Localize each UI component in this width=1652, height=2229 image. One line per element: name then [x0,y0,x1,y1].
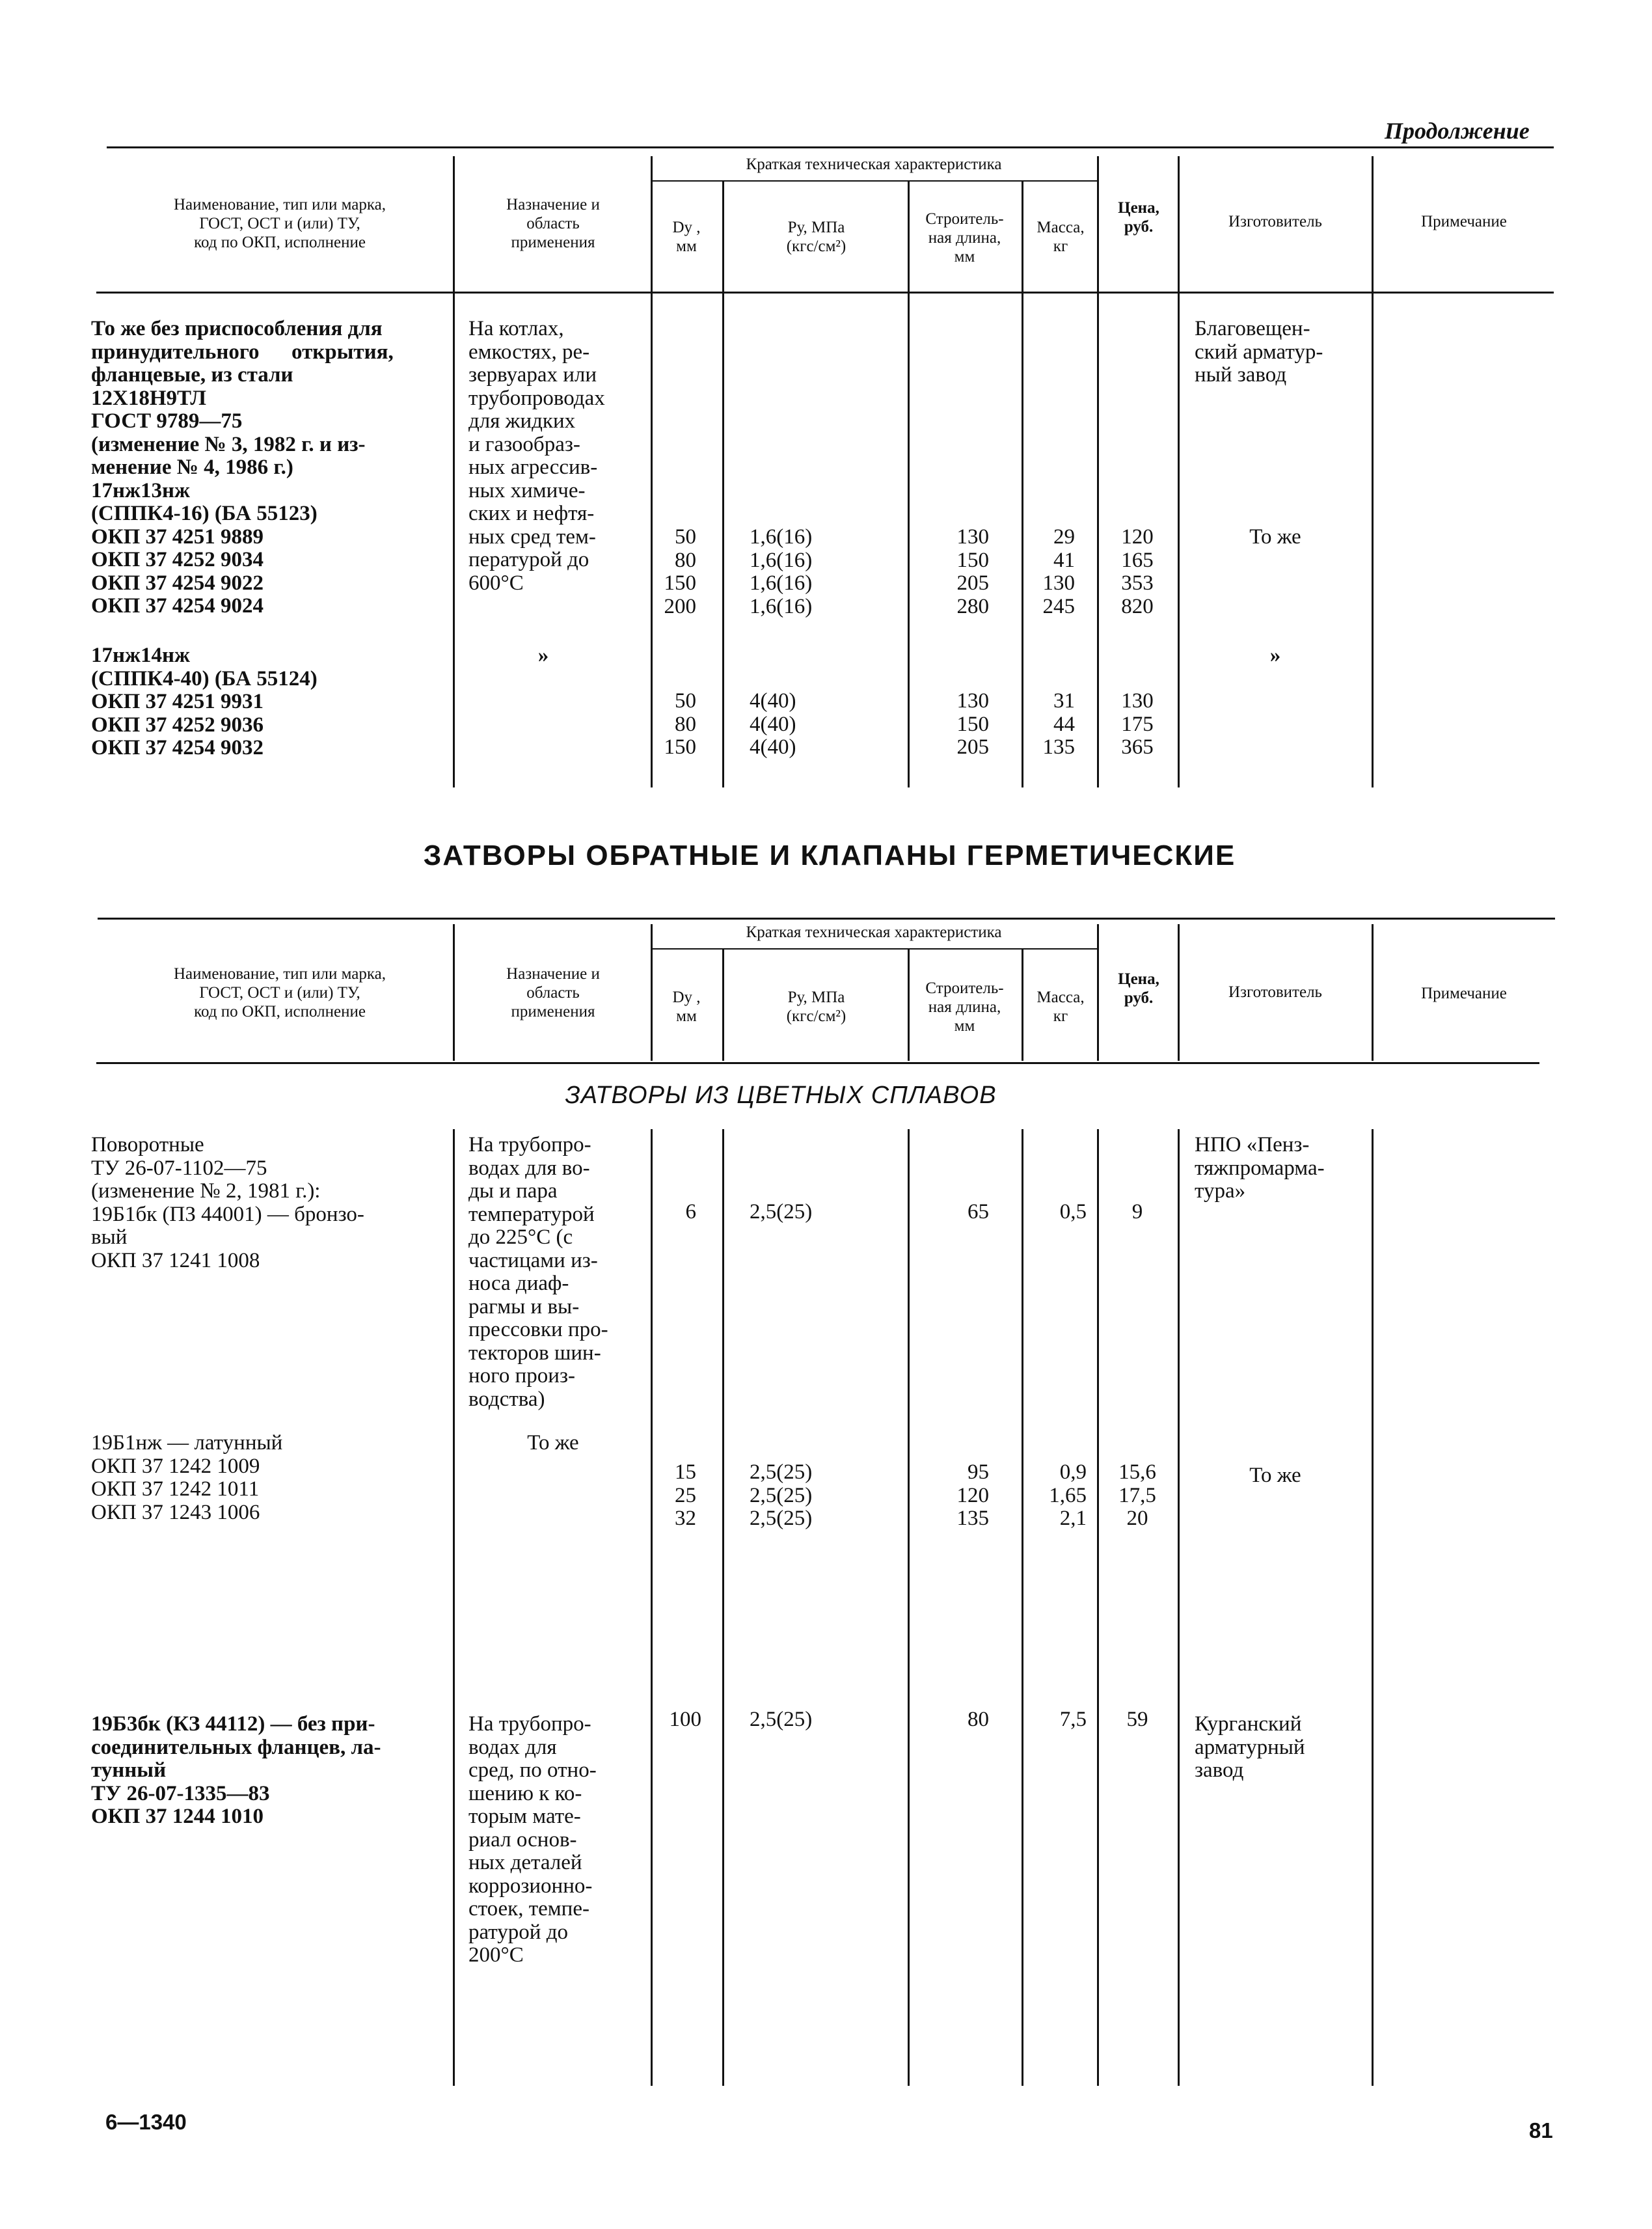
header2-py: Pу, МПа (кгс/см²) [786,989,846,1025]
header-note: Примечание [1421,213,1507,230]
block4-name: 19Б1нж — латунный ОКП 37 1242 1009 ОКП 37 1242 1011 ОКП 37 1243 1006 [91,1431,283,1524]
block4-purpose: То же [527,1431,579,1455]
block2-price: 130 175 365 [1121,689,1154,759]
block3-price: 9 [1131,1200,1143,1224]
header-maker: Изготовитель [1228,213,1322,230]
block1-mass: 29 41 130 245 [1042,525,1075,618]
block1-purpose: На котлах, емкостях, ре- зервуарах или трубопроводах для жидких и газообраз- ных агрессив- ных химиче- ских и нефтя- ных сред тем- пературой до 600°С [468,317,605,595]
block4-length: 95 120 135 [956,1460,989,1530]
block1-name: То же без приспособления для принудительного открытия, фланцевые, из стали 12Х18Н9ТЛ ГОСТ 9789—75 (изменение № 3, 1982 г. и из- менение № 4, 1986 г.) 17нж13нж (СППК4-16) (БА 55123) ОКП 37 4251 9889 ОКП 37 4252 9034 ОКП 37 4254 9022 ОКП 37 4254 9024 [91,317,394,618]
header2-maker: Изготовитель [1228,983,1322,1001]
header-price: Цена, руб. [1118,199,1159,236]
block3-length: 65 [968,1200,989,1224]
block1-py: 1,6(16) 1,6(16) 1,6(16) 1,6(16) [750,525,813,618]
block5-price: 59 [1126,1708,1148,1731]
block4-price: 15,6 17,5 20 [1118,1460,1156,1530]
block1-maker: Благовещен- ский арматур- ный завод [1195,317,1323,387]
block3-name: Поворотные ТУ 26-07-1102—75 (изменение № 2, 1981 г.): 19Б1бк (ПЗ 44001) — бронзо- вый ОКП 37 1241 1008 [91,1133,364,1272]
header-py: Pу, МПа (кгс/см²) [786,219,846,255]
header2-mass: Масса, кг [1036,989,1085,1025]
block2-length: 130 150 205 [956,689,989,759]
block5-purpose: На трубопро- водах для сред, по отно- шению к ко- торым мате- риал основ- ных деталей коррозионно- стоек, темпе- ратурой до 200°С [468,1712,597,1967]
header-dy: Dу , мм [672,219,701,255]
block2-dy: 50 80 150 [664,689,696,759]
block5-maker: Курганский арматурный завод [1195,1712,1305,1782]
block2-name: 17нж14нж (СППК4-40) (БА 55124) ОКП 37 4251 9931 ОКП 37 4252 9036 ОКП 37 4254 9032 [91,644,318,759]
table1-top-rule [107,146,1554,148]
block2-purpose: » [537,644,549,667]
header-name: Наименование, тип или марка, ГОСТ, ОСТ и (или) ТУ, код по ОКП, исполнение [173,196,386,251]
header2-dy: Dу , мм [672,989,701,1025]
block4-mass: 0,9 1,65 2,1 [1049,1460,1087,1530]
section-title: ЗАТВОРЫ ОБРАТНЫЕ И КЛАПАНЫ ГЕРМЕТИЧЕСКИЕ [423,840,1236,871]
header2-tech-group: Краткая техническая характеристика [746,923,1002,941]
continuation-label: Продолжение [1385,118,1530,144]
block2-py: 4(40) 4(40) 4(40) [750,689,796,759]
header-purpose: Назначение и область применения [506,196,600,251]
block3-dy: 6 [685,1200,696,1224]
block1-price: 120 165 353 820 [1121,525,1154,618]
block4-maker: То же [1249,1464,1301,1487]
block5-length: 80 [968,1708,989,1731]
header-mass: Масса, кг [1036,219,1085,255]
block1-dy: 50 80 150 200 [664,525,696,618]
header2-name: Наименование, тип или марка, ГОСТ, ОСТ и (или) ТУ, код по ОКП, исполнение [173,965,386,1020]
block2-maker: » [1269,644,1281,667]
block4-py: 2,5(25) 2,5(25) 2,5(25) [750,1460,813,1530]
header2-note: Примечание [1421,985,1507,1002]
block5-name: 19Б3бк (КЗ 44112) — без при- соединительных фланцев, ла- тунный ТУ 26-07-1335—83 ОКП 37 1244 1010 [91,1712,381,1828]
footer-code: 6—1340 [105,2110,187,2134]
block5-dy: 100 [669,1708,701,1731]
block5-py: 2,5(25) [750,1708,813,1731]
block3-mass: 0,5 [1059,1200,1087,1224]
block1-maker-same: То же [1249,525,1301,549]
block3-maker: НПО «Пенз- тяжпромарма- тура» [1195,1133,1325,1203]
table2-top-rule [98,918,1555,920]
header-tech-group: Краткая техническая характеристика [746,156,1002,173]
block5-mass: 7,5 [1059,1708,1087,1731]
table1-header-rule [96,292,1554,294]
header2-purpose: Назначение и область применения [506,965,600,1020]
block3-py: 2,5(25) [750,1200,813,1224]
header-length: Строитель- ная длина, мм [925,210,1004,266]
block4-dy: 15 25 32 [675,1460,696,1530]
block1-length: 130 150 205 280 [956,525,989,618]
block3-purpose: На трубопро- водах для во- ды и пара температурой до 225°С (с частицами из- носа диаф- рагмы и вы- прессовки про- текторов шин- ного произ- водства) [468,1133,608,1411]
header2-price: Цена, руб. [1118,970,1159,1007]
header2-length: Строитель- ная длина, мм [925,979,1004,1035]
table2-header-rule [96,1062,1539,1064]
subsection-title: ЗАТВОРЫ ИЗ ЦВЕТНЫХ СПЛАВОВ [565,1082,997,1109]
block2-mass: 31 44 135 [1042,689,1075,759]
page-number: 81 [1529,2118,1553,2142]
